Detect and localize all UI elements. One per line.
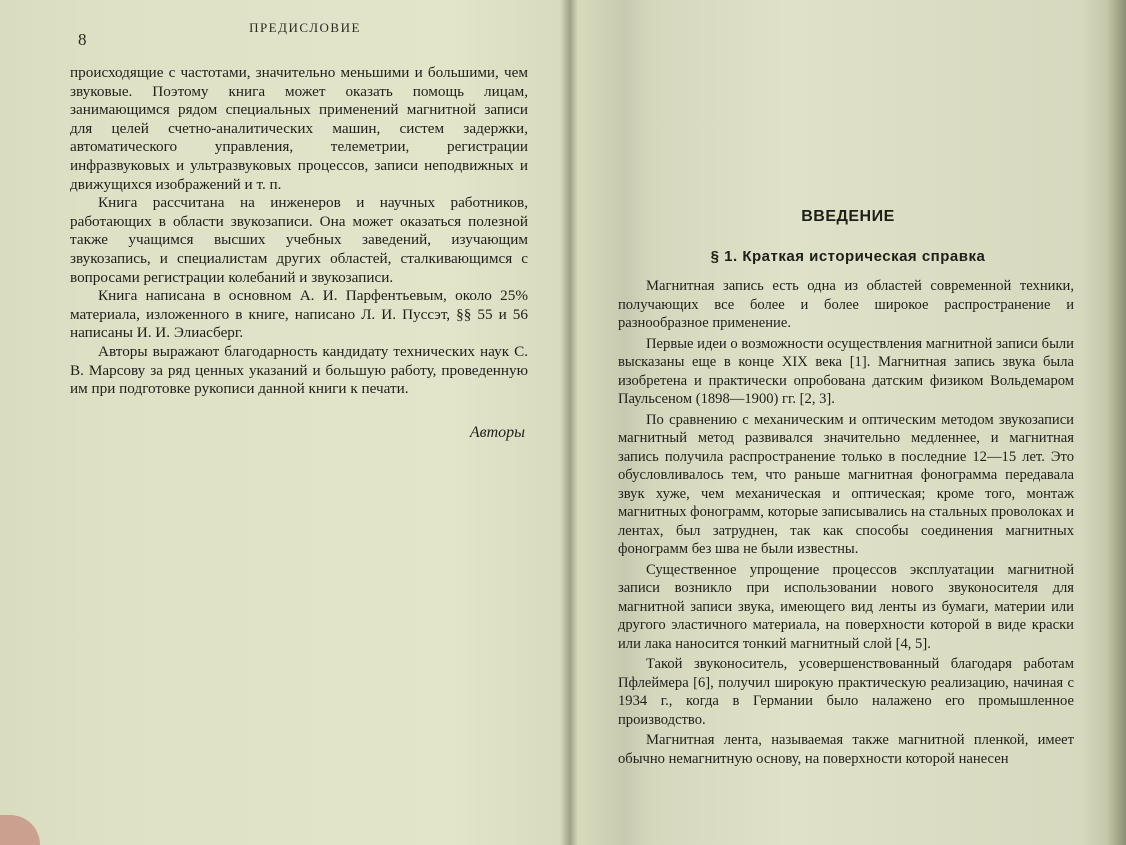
paragraph: Авторы выражают благодарность кандидату технических наук С. В. Марсову за ряд ценных указаний и большую работу, проведенную им при подготовке рукописи данной книги к печати. [70,342,528,398]
page-edge [1108,0,1126,845]
paragraph: По сравнению с механическим и оптическим методом звукозаписи магнитный метод развивался значительно медленнее, и магнитная запись получила распространение только в последние 12—15 лет. Это обусловливалось тем, что раньше магнитная фонограмма передавала звук хуже, чем механическая и оптическая; кроме того, монтаж магнитных фонограмм, которые записывались на стальных проволоках и лентах, был затруднен, так как способы соединения магнитных фонограмм без шва не были известны. [618,411,1074,557]
paragraph: Магнитная запись есть одна из областей современной техники, получающих все более и более широкое распространение и разнообразное применение. [618,278,1074,331]
preface-text [70,64,528,399]
paragraph: Книга рассчитана на инженеров и научных работников, работающих в области звукозаписи. Она может оказаться полезной также учащимся высших учебных заведений, изучающим звукозапись, и специалистам других областей, сталкивающимся с вопросами регистрации колебаний и звукозаписи. [70,194,528,286]
introduction-text [618,277,1074,770]
paragraph: Магнитная лента, называемая также магнитной пленкой, имеет обычно немагнитную основу, на поверхности которой нанесен [618,732,1074,767]
section-title: § 1. Краткая историческая справка [710,248,986,265]
running-head: ПРЕДИСЛОВИЕ [249,20,361,35]
paragraph: Первые идеи о возможности осуществления магнитной записи были высказаны еще в конце XIX века [1]. Магнитная запись звука была изобретена и практически опробована датским физиком Вольдемаром Паульсеном (1898—1900) гг. [2, 3]. [618,335,1074,407]
paragraph: Существенное упрощение процессов эксплуатации магнитной записи возникло при использовании нового звуконосителя для магнитной записи звука, имеющего вид ленты из бумаги, материи или другого эластичного материала, на поверхности которой в виде краски или лака наносится тонкий магнитный слой [4, 5]. [618,561,1074,652]
chapter-title: ВВЕДЕНИЕ [801,208,895,225]
signature: Авторы [469,424,525,441]
page-number: 8 [78,30,87,49]
paragraph: Книга написана в основном А. И. Парфентьевым, около 25% материала, изложенного в книге, написано Л. И. Пуссэт, §§ 55 и 56 написаны И. И. Элиасберг. [70,287,528,342]
thumb [0,815,40,845]
paragraph: Такой звуконоситель, усовершенствованный благодаря работам Пфлеймера [6], получил широкую практическую реализацию, начиная с 1934 г., когда в Германии было налажено его промышленное производство. [618,656,1074,728]
book-gutter [560,0,578,845]
paragraph: происходящие с частотами, значительно меньшими и большими, чем звуковые. Поэтому книга может оказать помощь лицам, занимающимся рядом специальных применений магнитной записи для целей счетно-аналитических машин, систем задержки, автоматического управления, телеметрии, регистрации инфразвуковых и ультразвуковых процессов, записи неподвижных и движущихся изображений и т. п. [70,64,528,193]
